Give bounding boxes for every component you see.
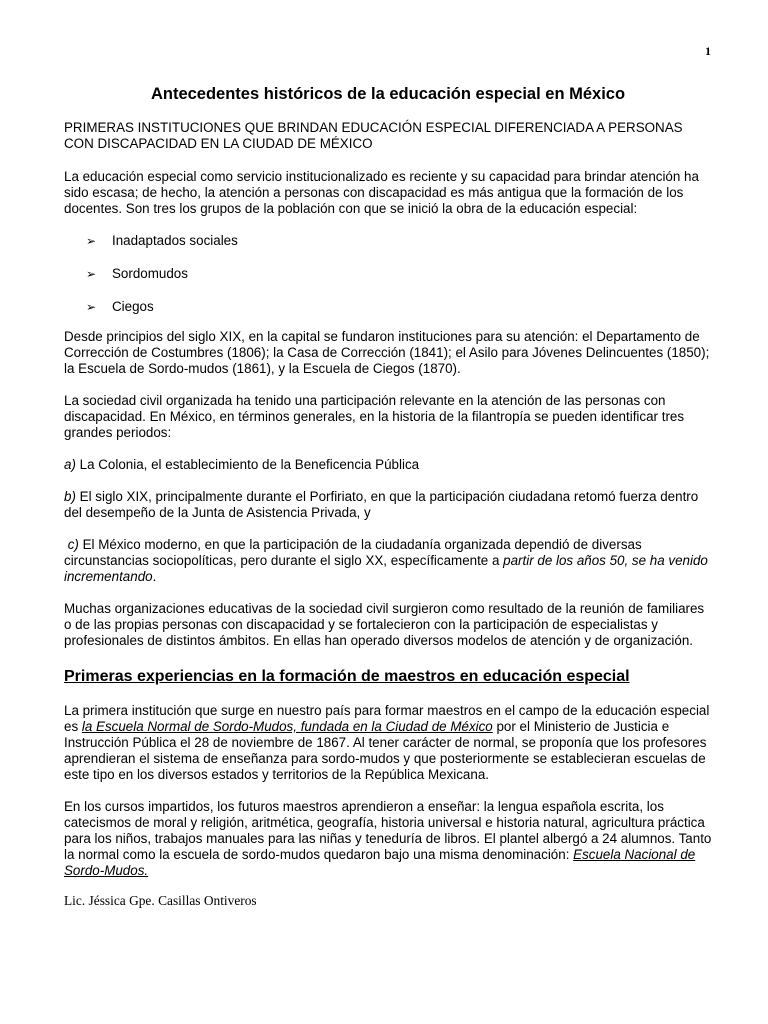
section-subtitle: PRIMERAS INSTITUCIONES QUE BRINDAN EDUCACIÓN ESPECIAL DIFERENCIADA A PERSONAS CON DISCAPACIDAD EN LA CIUDAD DE MÉXICO	[64, 120, 683, 151]
period-b-label: b)	[64, 489, 76, 504]
first-institution-paragraph	[64, 703, 712, 783]
list-item	[86, 233, 712, 249]
list-item	[86, 266, 712, 282]
organizations-paragraph: Muchas organizaciones educativas de la sociedad civil surgieron como resultado de la reunión de familiares o de las propias personas con discapacidad y se fortalecieron con la participación de especialistas y profesionales de distintos ámbitos. En ellas han operado diversos modelos de atención y de organización.	[64, 601, 705, 648]
period-c-label: c)	[67, 537, 79, 552]
intro-paragraph: La educación especial como servicio institucionalizado es reciente y su capacidad para brindar atención ha sido escasa; de hecho, la atención a personas con discapacidad es más antigua que la formación de los docentes. Son tres los grupos de la población con que se inició la obra de la educación especial:	[64, 169, 699, 216]
arrow-bullet-icon: ➢	[86, 234, 97, 248]
document-body	[64, 84, 712, 909]
author-signature: Lic. Jéssica Gpe. Casillas Ontiveros	[64, 893, 257, 908]
period-a-text: La Colonia, el establecimiento de la Beneficencia Pública	[75, 457, 420, 472]
courses-text: En los cursos impartidos, los futuros maestros aprendieron a enseñar: la lengua española escrita, los catecismos de moral y religión, aritmética, geografía, historia universal e historia natural, agricultura práctica para los niños, trabajos manuales para las niñas y teneduría de libros. El plantel albergó a 24 alumnos. Tanto la normal como la escuela de sordo-mudos quedaron bajo una misma denominación:	[64, 799, 712, 862]
period-a	[64, 457, 712, 473]
page-number: 1	[705, 44, 711, 58]
section-heading: Primeras experiencias en la formación de maestros en educación especial	[64, 668, 630, 685]
national-school-link[interactable]: Escuela Nacional de Sordo-Mudos.	[64, 847, 696, 878]
period-c-italic: partir de los años 50, se ha venido incrementando	[64, 553, 708, 584]
period-b	[64, 489, 712, 521]
first-institution-text-start: La primera institución que surge en nuestro país para formar maestros en el campo de la educación especial es	[64, 703, 710, 734]
list-item-label: Inadaptados sociales	[112, 233, 238, 248]
period-a-label: a)	[64, 457, 76, 472]
normal-school-link[interactable]: la Escuela Normal de Sordo-Mudos, fundada en la Ciudad de México	[81, 719, 493, 734]
period-c	[64, 537, 712, 585]
courses-paragraph	[64, 799, 712, 879]
list-item	[86, 299, 712, 315]
list-item-label: Sordomudos	[112, 266, 188, 281]
period-c-end: .	[152, 569, 157, 584]
period-c-text: El México moderno, en que la participación de la ciudadanía organizada dependió de diversas circunstancias sociopolíticas, pero durante el siglo XX, específicamente a	[64, 537, 642, 568]
civil-society-paragraph: La sociedad civil organizada ha tenido una participación relevante en la atención de las personas con discapacidad. En México, en términos generales, en la historia de la filantropía se pueden identificar tres grandes periodos:	[64, 393, 685, 440]
first-institution-text-end: por el Ministerio de Justicia e Instrucción Pública el 28 de noviembre de 1867. Al tener carácter de normal, se proponía que los profesores aprendieran el sistema de enseñanza para sordo-mudos y que posteriormente se establecieran escuelas de este tipo en los diversos estados y territorios de la República Mexicana.	[64, 719, 707, 782]
document-title: Antecedentes históricos de la educación especial en México	[150, 85, 626, 103]
list-item-label: Ciegos	[112, 299, 154, 314]
xix-institutions-paragraph: Desde principios del siglo XIX, en la capital se fundaron instituciones para su atención: el Departamento de Corrección de Costumbres (1806); la Casa de Corrección (1841); el Asilo para Jóvenes Delincuentes (1850); la Escuela de Sordo-mudos (1861), y la Escuela de Ciegos (1870).	[64, 329, 710, 376]
population-groups-list	[64, 233, 712, 315]
period-b-text: El siglo XIX, principalmente durante el Porfiriato, en que la participación ciudadana retomó fuerza dentro del desempeño de la Junta de Asistencia Privada, y	[64, 489, 699, 520]
arrow-bullet-icon: ➢	[86, 300, 97, 314]
arrow-bullet-icon: ➢	[86, 267, 97, 281]
